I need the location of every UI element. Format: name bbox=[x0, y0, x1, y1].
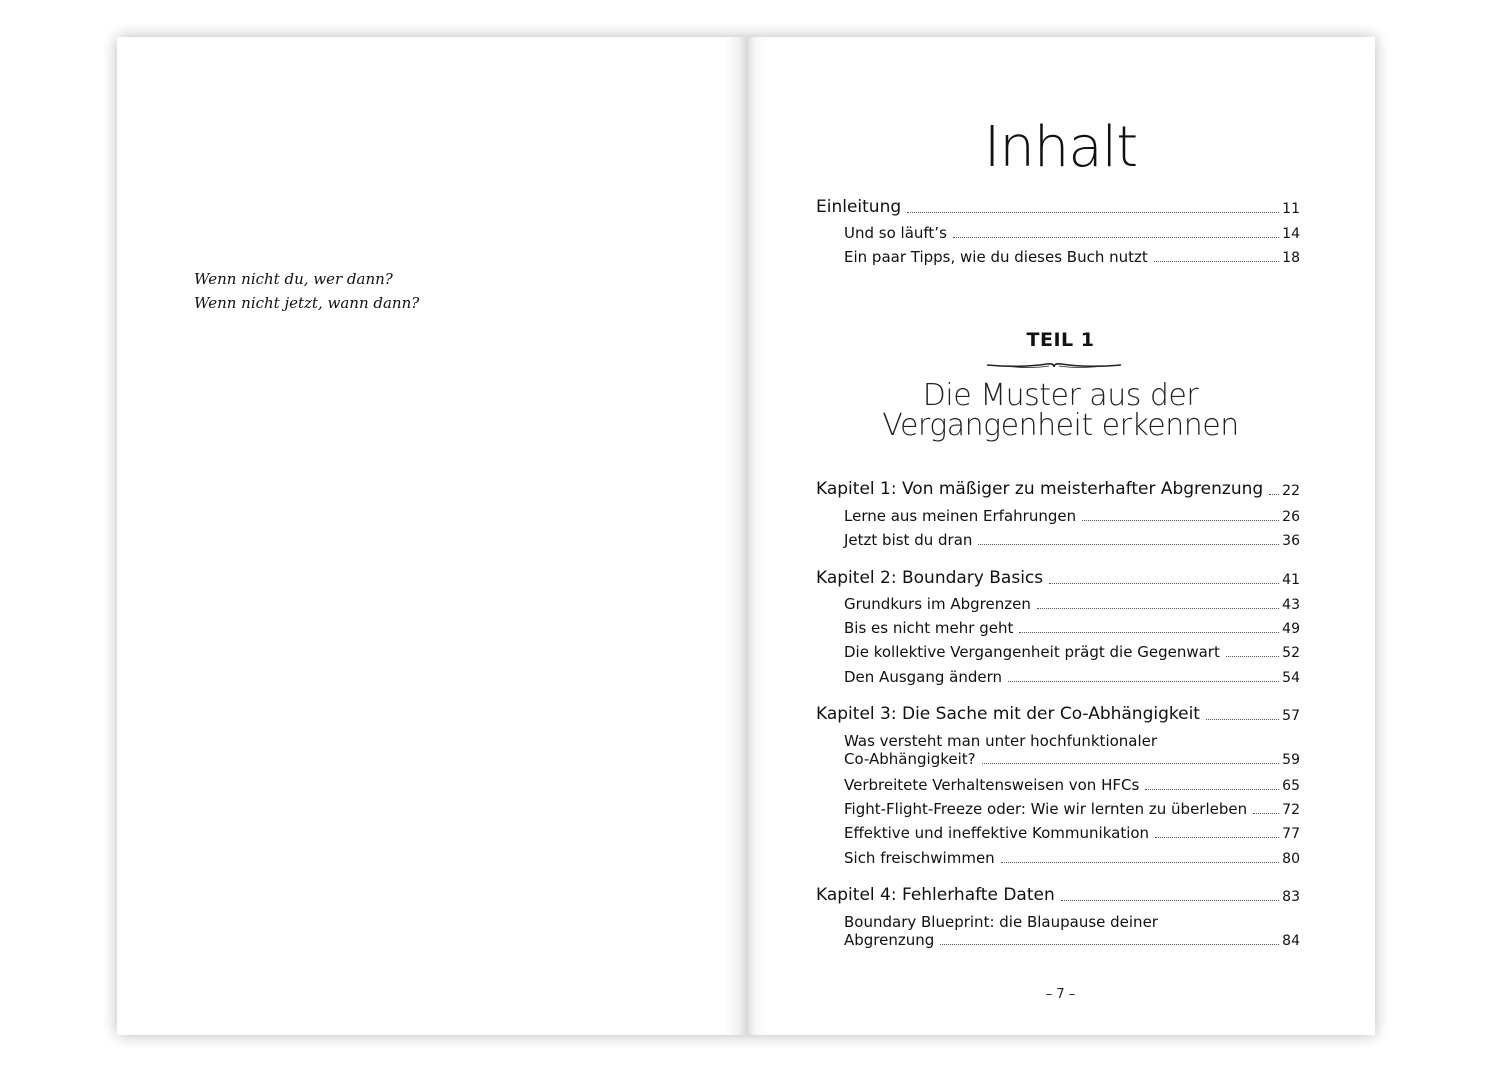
toc-page-number: 36 bbox=[1282, 533, 1300, 549]
toc-entry-label: Kapitel 1: Von mäßiger zu meisterhafter Abgrenzung bbox=[816, 479, 1264, 499]
toc-title: Inhalt bbox=[983, 115, 1138, 180]
toc-entry-sub[interactable] bbox=[816, 595, 1300, 613]
toc-entry-chapter-1[interactable] bbox=[816, 479, 1300, 499]
toc-entry-label: Den Ausgang ändern bbox=[844, 668, 1003, 686]
toc-entry-label-line-2: Abgrenzung bbox=[844, 931, 935, 949]
dot-leader bbox=[978, 543, 1279, 545]
toc-entry-sub-wrapped[interactable] bbox=[816, 732, 1300, 768]
part-label: TEIL 1 bbox=[1026, 329, 1095, 351]
toc-entry-chapter-3[interactable] bbox=[816, 704, 1300, 724]
toc-page-number: 41 bbox=[1282, 572, 1300, 588]
toc-entry-label: Sich freischwimmen bbox=[844, 849, 995, 867]
dot-leader bbox=[1037, 607, 1279, 609]
dot-leader bbox=[1008, 680, 1279, 682]
toc-page-number: 43 bbox=[1282, 597, 1300, 613]
epigraph bbox=[194, 267, 419, 315]
toc-entry-label: Kapitel 2: Boundary Basics bbox=[816, 568, 1044, 588]
toc-page-number: 14 bbox=[1282, 226, 1300, 242]
toc-entry-chapter-4[interactable] bbox=[816, 885, 1300, 905]
dot-leader bbox=[1019, 631, 1279, 633]
toc-entry-sub[interactable] bbox=[816, 668, 1300, 686]
dot-leader bbox=[940, 943, 1279, 945]
toc-page-number: 80 bbox=[1282, 851, 1300, 867]
toc-entry-label: Grundkurs im Abgrenzen bbox=[844, 595, 1031, 613]
dot-leader bbox=[953, 236, 1279, 238]
toc-page-number: 49 bbox=[1282, 621, 1300, 637]
toc-entry-label: Und so läuft’s bbox=[844, 224, 947, 242]
toc-entry-label-line-1: Boundary Blueprint: die Blaupause deiner bbox=[844, 913, 1158, 931]
toc-page-number: 59 bbox=[1282, 752, 1300, 768]
toc-entry-label: Die kollektive Vergangenheit prägt die Gegenwart bbox=[844, 643, 1220, 661]
toc-page-number: 83 bbox=[1282, 889, 1300, 905]
toc-page-number: 65 bbox=[1282, 778, 1300, 794]
toc-page-number: 84 bbox=[1282, 933, 1300, 949]
toc-entry-label-line-2: Co-Abhängigkeit? bbox=[844, 750, 976, 768]
gutter-shadow-right bbox=[746, 37, 764, 1035]
toc-page-number: 26 bbox=[1282, 509, 1300, 525]
dot-leader bbox=[1145, 788, 1279, 790]
page-number: – 7 – bbox=[1045, 987, 1076, 1002]
toc-entry-label: Einleitung bbox=[816, 197, 902, 217]
toc-entry-line-2 bbox=[844, 750, 1300, 768]
right-page bbox=[746, 37, 1375, 1035]
toc-entry-sub[interactable] bbox=[816, 531, 1300, 549]
toc-entry-sub-wrapped[interactable] bbox=[816, 913, 1300, 949]
toc-entry-label: Fight-Flight-Freeze oder: Wie wir lernten zu überleben bbox=[844, 800, 1248, 818]
dot-leader bbox=[1082, 519, 1279, 521]
toc-page-number: 22 bbox=[1282, 483, 1300, 499]
toc-entry-sub[interactable] bbox=[816, 224, 1300, 242]
epigraph-line-1: Wenn nicht du, wer dann? bbox=[194, 270, 393, 288]
book-spread bbox=[117, 37, 1375, 1035]
toc-entry-sub[interactable] bbox=[816, 824, 1300, 842]
toc-entry-label: Kapitel 3: Die Sache mit der Co-Abhängigkeit bbox=[816, 704, 1200, 724]
dot-leader bbox=[907, 211, 1279, 213]
toc-entry-line-2 bbox=[844, 931, 1300, 949]
part-title-line-1: Die Muster aus der bbox=[922, 378, 1199, 413]
dot-leader bbox=[1226, 655, 1279, 657]
toc-entry-sub[interactable] bbox=[816, 619, 1300, 637]
toc-entry-sub[interactable] bbox=[816, 800, 1300, 818]
epigraph-line-2: Wenn nicht jetzt, wann dann? bbox=[194, 294, 420, 312]
toc-entry-label: Ein paar Tipps, wie du dieses Buch nutzt bbox=[844, 248, 1148, 266]
toc-entry-label: Jetzt bist du dran bbox=[844, 531, 973, 549]
dot-leader bbox=[1154, 260, 1279, 262]
toc-page-number: 18 bbox=[1282, 250, 1300, 266]
toc-entry-label: Bis es nicht mehr geht bbox=[844, 619, 1014, 637]
dot-leader bbox=[1155, 836, 1279, 838]
dot-leader bbox=[1253, 812, 1279, 814]
toc-entry-chapter-2[interactable] bbox=[816, 568, 1300, 588]
toc-entry-label: Verbreitete Verhaltensweisen von HFCs bbox=[844, 776, 1140, 794]
dot-leader bbox=[982, 762, 1280, 764]
toc-page-number: 52 bbox=[1282, 645, 1300, 661]
toc-entry-sub[interactable] bbox=[816, 643, 1300, 661]
dot-leader bbox=[1206, 718, 1279, 720]
toc-entry-sub[interactable] bbox=[816, 776, 1300, 794]
part-title-line-2: Vergangenheit erkennen bbox=[882, 408, 1239, 443]
toc-entry-label: Kapitel 4: Fehlerhafte Daten bbox=[816, 885, 1055, 905]
toc-page-number: 57 bbox=[1282, 708, 1300, 724]
flourish-ornament bbox=[985, 359, 1123, 373]
left-page bbox=[117, 37, 746, 1035]
toc-page-number: 54 bbox=[1282, 670, 1300, 686]
toc-entry-sub[interactable] bbox=[816, 248, 1300, 266]
toc-entry-label: Effektive und ineffektive Kommunikation bbox=[844, 824, 1150, 842]
gutter-shadow-left bbox=[724, 37, 746, 1035]
toc-entry-sub[interactable] bbox=[816, 849, 1300, 867]
dot-leader bbox=[1269, 493, 1279, 495]
dot-leader bbox=[1061, 899, 1279, 901]
toc-entry-label-line-1: Was versteht man unter hochfunktionaler bbox=[844, 732, 1158, 750]
part-title bbox=[746, 378, 1375, 443]
toc-page-number: 77 bbox=[1282, 826, 1300, 842]
toc-entry-einleitung[interactable] bbox=[816, 197, 1300, 217]
toc-page-number: 72 bbox=[1282, 802, 1300, 818]
dot-leader bbox=[1049, 582, 1279, 584]
toc-page-number: 11 bbox=[1282, 201, 1300, 217]
dot-leader bbox=[1001, 861, 1279, 863]
toc-entry-label: Lerne aus meinen Erfahrungen bbox=[844, 507, 1077, 525]
toc-entry-sub[interactable] bbox=[816, 507, 1300, 525]
